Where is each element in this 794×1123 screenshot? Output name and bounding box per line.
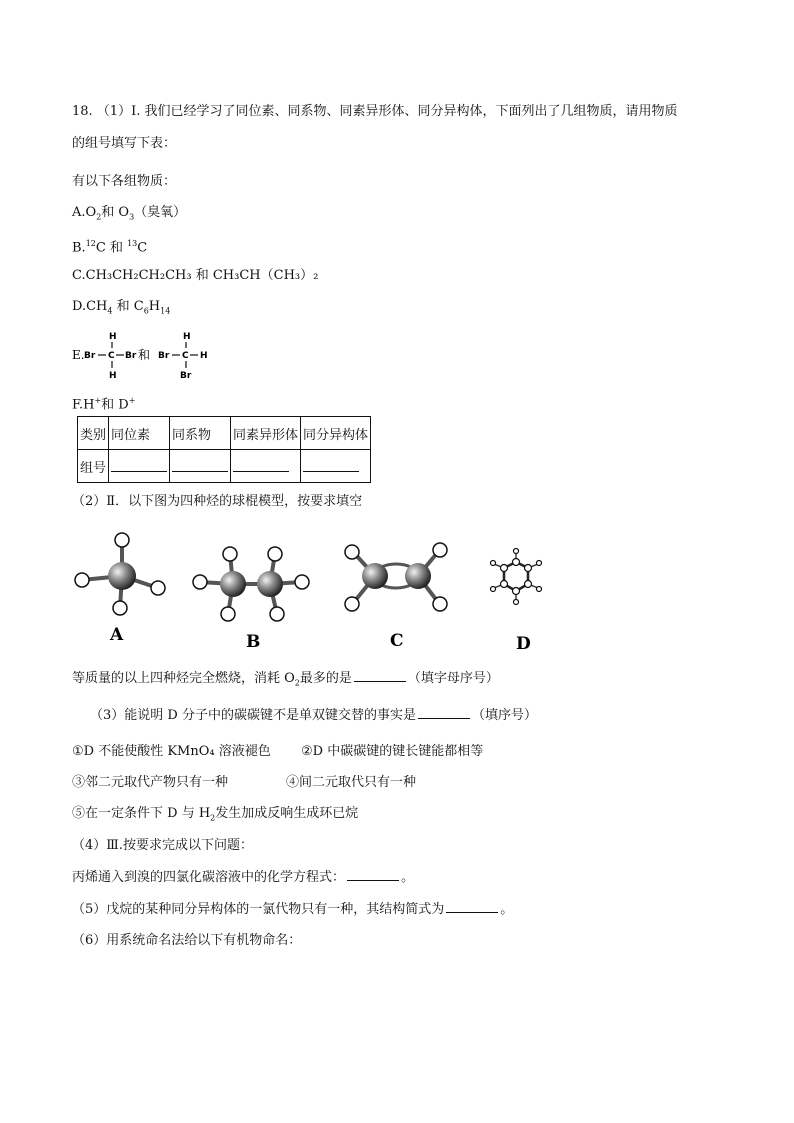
q3-option-5: ⑤在一定条件下 D 与 $H_2$发生加成反响生成环已烷 xyxy=(72,806,359,823)
label-d: D xyxy=(516,634,531,654)
q4-title: （4）Ⅲ.按要求完成以下问题： xyxy=(72,838,253,853)
e-prefix: E. xyxy=(72,348,85,362)
table-header-row xyxy=(78,417,371,450)
q3-answer-blank[interactable] xyxy=(418,706,470,719)
model-b-ethane xyxy=(193,547,309,621)
option-c: C.CH₃CH₂CH₂CH₃ 和 CH₃CH（CH₃）₂ xyxy=(72,268,319,283)
option-b: B.$^{12}$C 和 $^{13}$C xyxy=(72,239,148,256)
e-structures xyxy=(72,328,222,388)
answer-allotrope[interactable] xyxy=(231,450,301,483)
q6-question: （6）用系统命名法给以下有机物命名： xyxy=(72,933,302,948)
header-homolog: 同系物 xyxy=(170,417,231,450)
svg-text:H: H xyxy=(109,332,117,342)
question-intro-line2: 的组号填写下表： xyxy=(72,136,177,151)
answer-isotope[interactable] xyxy=(109,450,170,483)
row-label: 组号 xyxy=(78,450,109,483)
classification-table xyxy=(77,416,371,483)
svg-text:C: C xyxy=(108,351,115,361)
table-answer-row xyxy=(78,450,371,483)
e-and: 和 xyxy=(138,348,151,362)
ball-stick-models xyxy=(70,530,550,660)
svg-text:Br: Br xyxy=(125,351,137,361)
q5-answer-blank[interactable] xyxy=(446,900,498,913)
answer-isomer[interactable] xyxy=(301,450,371,483)
q3-option-4: ④间二元取代只有一种 xyxy=(286,775,417,790)
q5-question: （5）戊烷的某种同分异构体的一氯代物只有一种，其结构简式为 。 xyxy=(72,902,514,917)
q2-title: （2）Ⅱ．以下图为四种烃的球棍模型，按要求填空 xyxy=(72,494,363,509)
model-d-benzene xyxy=(491,549,542,605)
q2-answer-blank[interactable] xyxy=(354,669,406,682)
svg-text:H: H xyxy=(183,332,191,342)
svg-text:Br: Br xyxy=(158,351,170,361)
given-label: 有以下各组物质： xyxy=(72,174,177,189)
q4-question: 丙烯通入到溴的四氯化碳溶液中的化学方程式： 。 xyxy=(72,870,415,885)
q2-question: 等质量的以上四种烃完全燃烧，消耗 $O_2$最多的是 （填字母序号） xyxy=(72,671,499,688)
structure-ch2br2-alt xyxy=(158,332,208,381)
svg-text:H: H xyxy=(200,351,208,361)
q3-question: （3）能说明 D 分子中的碳碳键不是单双键交替的事实是 （填序号） xyxy=(90,708,537,723)
q3-option-3: ③邻二元取代产物只有一种 xyxy=(72,775,229,790)
header-allotrope: 同素异形体 xyxy=(231,417,301,450)
q3-option-1: ①D 不能使酸性 KMnO₄ 溶液褪色 xyxy=(72,744,271,759)
header-isomer: 同分异构体 xyxy=(301,417,371,450)
svg-text:H: H xyxy=(109,371,117,381)
question-intro-line1: 18. （1）I. 我们已经学习了同位素、同系物、同素异形体、同分异构体，下面列出了几组物质，请用物质 xyxy=(72,104,678,119)
answer-homolog[interactable] xyxy=(170,450,231,483)
option-d: $D.CH_4$ 和 $C_6H_{14}$ xyxy=(72,299,171,316)
option-f: F.H+和 D+ xyxy=(72,396,136,413)
q4-answer-blank[interactable] xyxy=(347,868,399,881)
q3-option-2: ②D 中碳碳键的键长键能都相等 xyxy=(301,744,484,759)
option-a: $A.O_2$和 $O_3$（臭氧） xyxy=(72,205,187,222)
svg-text:C: C xyxy=(182,351,189,361)
label-b: B xyxy=(246,632,261,652)
label-a: A xyxy=(110,625,124,645)
svg-text:Br: Br xyxy=(180,371,192,381)
label-c: C xyxy=(390,631,404,651)
header-isotope: 同位素 xyxy=(109,417,170,450)
structure-ch2br2 xyxy=(84,332,137,381)
model-c-ethene xyxy=(345,543,447,611)
header-category: 类别 xyxy=(78,417,109,450)
model-a-methane xyxy=(75,533,165,615)
svg-text:Br: Br xyxy=(84,351,96,361)
option-e xyxy=(72,328,222,392)
